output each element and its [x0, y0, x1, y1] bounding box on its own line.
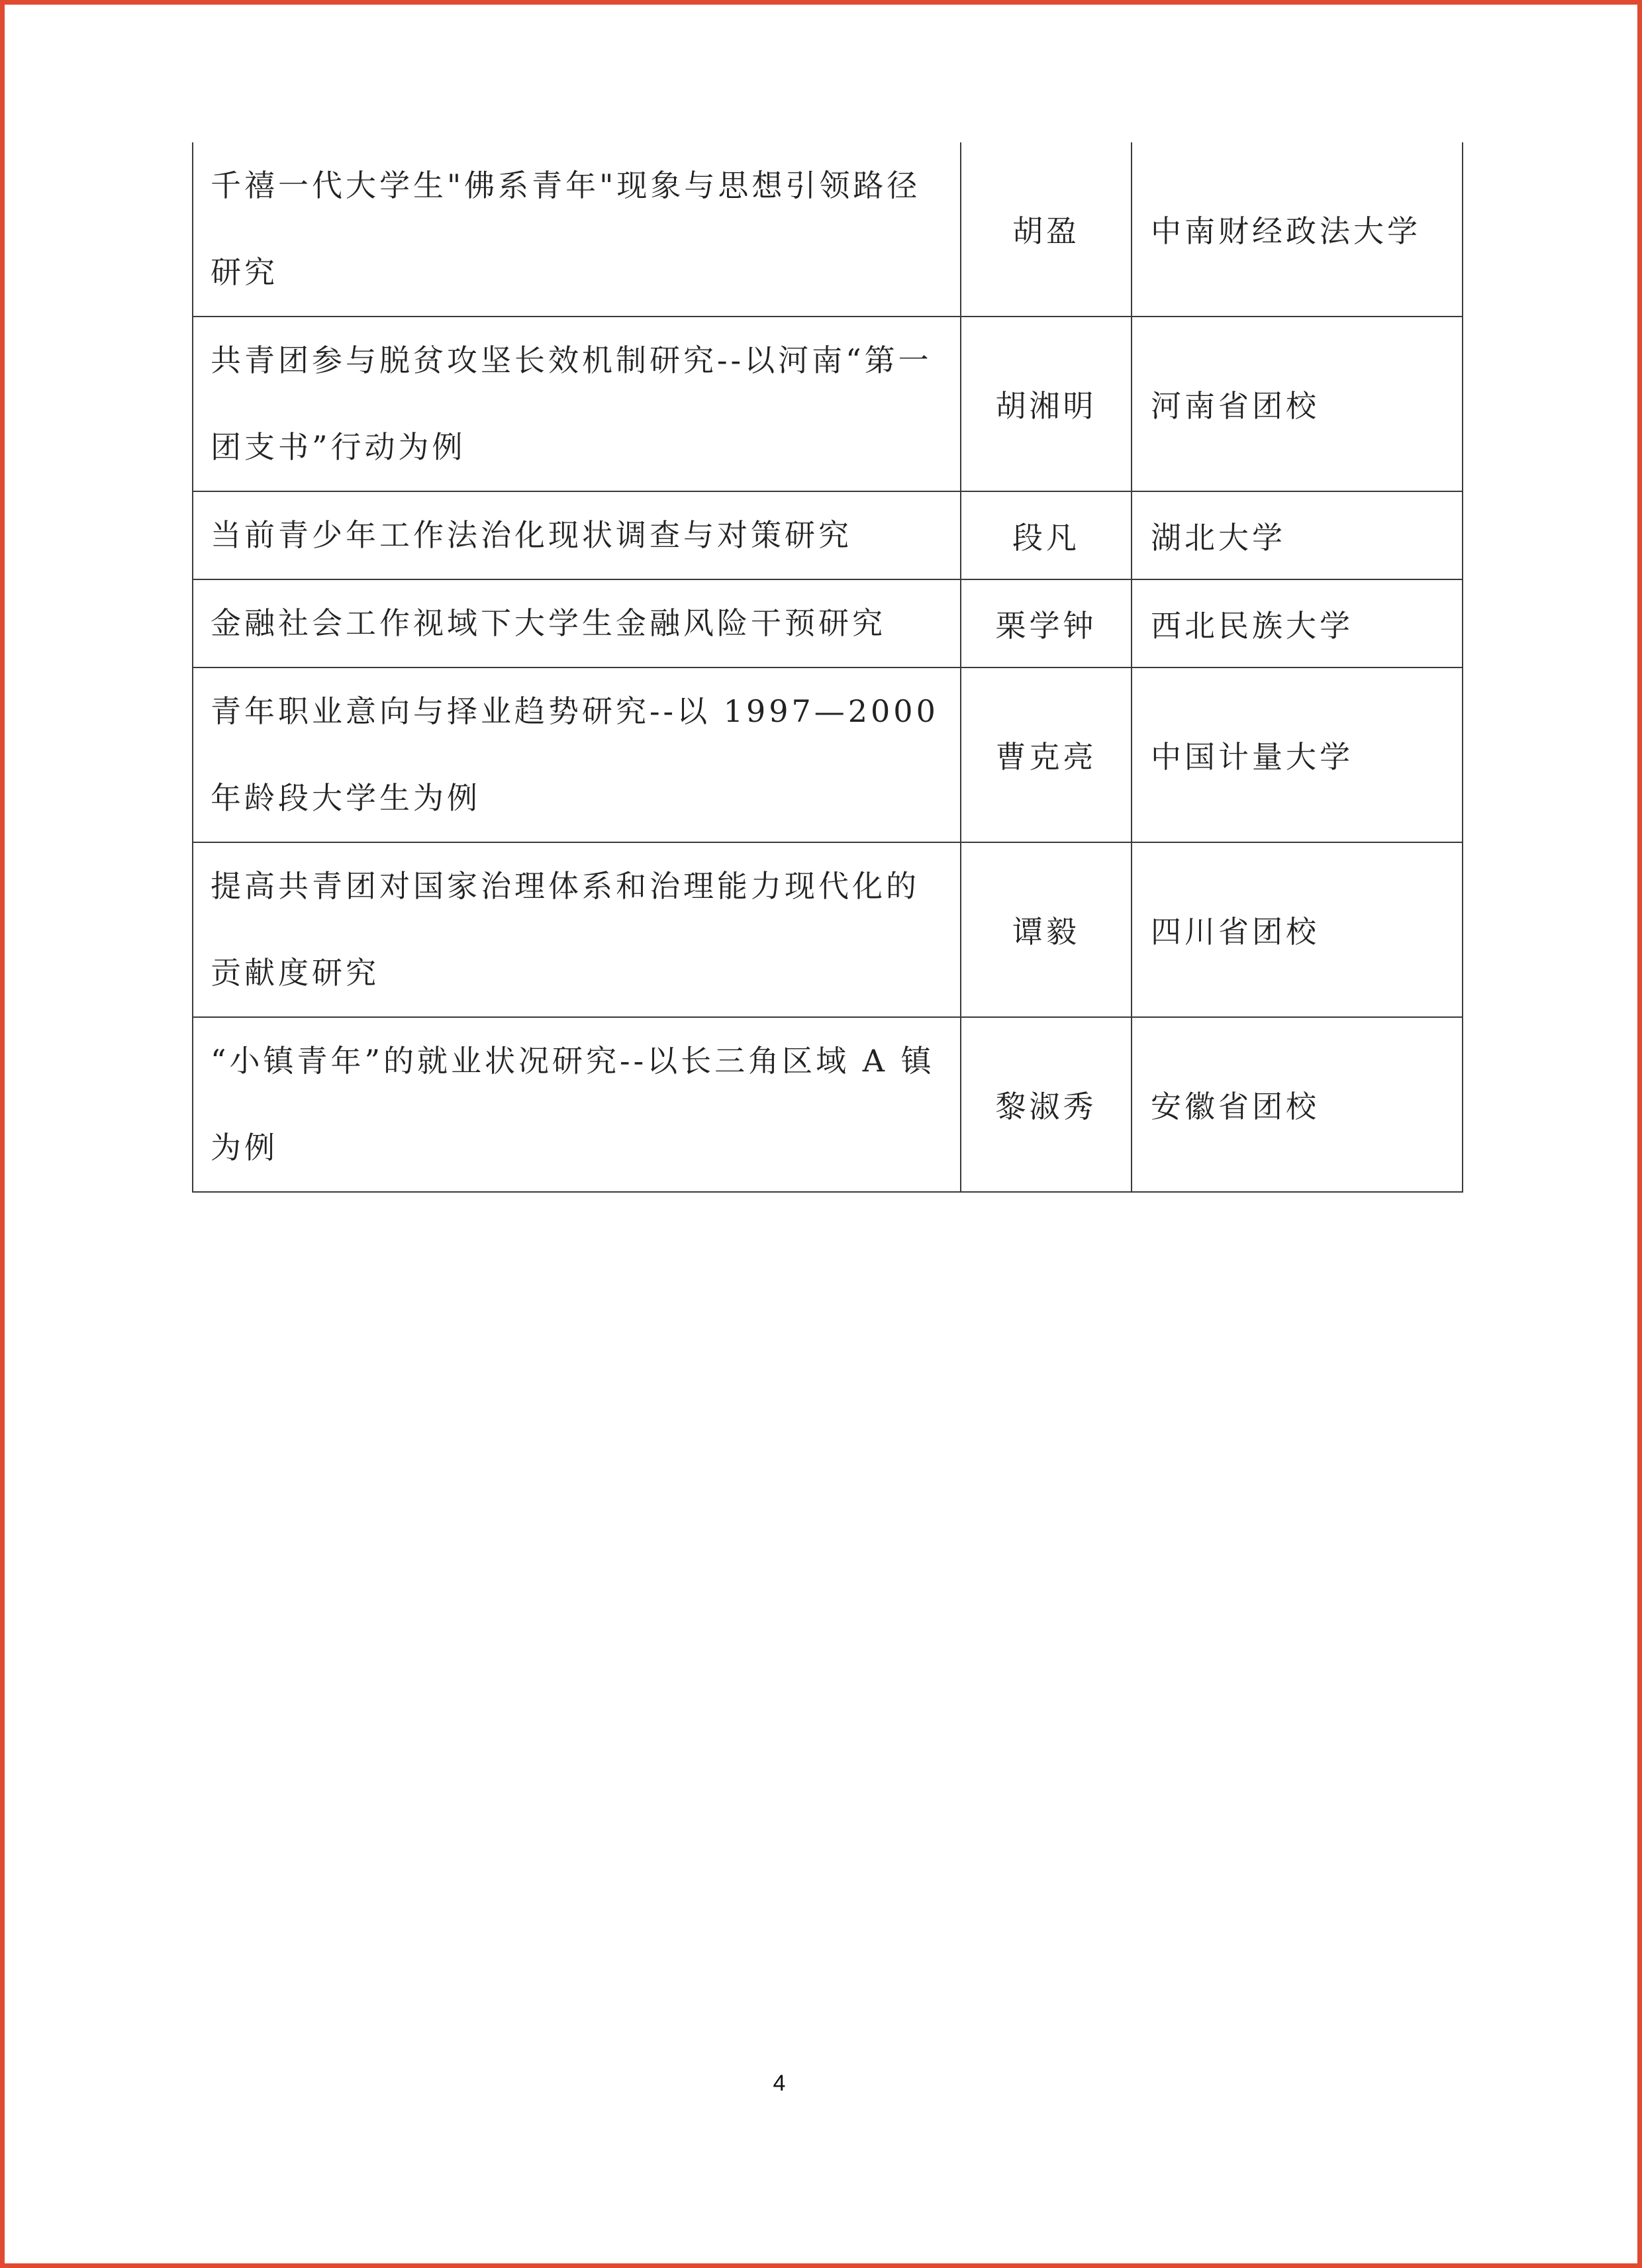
institution-cell: 四川省团校 [1132, 842, 1463, 1017]
institution-cell: 安徽省团校 [1132, 1017, 1463, 1192]
author-cell: 谭毅 [961, 842, 1132, 1017]
author-cell: 段凡 [961, 491, 1132, 579]
author-cell: 曹克亮 [961, 667, 1132, 842]
project-topic-cell: 青年职业意向与择业趋势研究--以 1997—2000 年龄段大学生为例 [193, 667, 961, 842]
project-topic-cell: 金融社会工作视域下大学生金融风险干预研究 [193, 579, 961, 667]
author-cell: 黎淑秀 [961, 1017, 1132, 1192]
author-cell: 胡盈 [961, 142, 1132, 317]
author-cell: 胡湘明 [961, 317, 1132, 491]
project-topic-cell: 共青团参与脱贫攻坚长效机制研究--以河南“第一团支书”行动为例 [193, 317, 961, 491]
institution-cell: 河南省团校 [1132, 317, 1463, 491]
project-table [192, 142, 1463, 1193]
institution-cell: 中南财经政法大学 [1132, 142, 1463, 317]
institution-cell: 西北民族大学 [1132, 579, 1463, 667]
author-cell: 栗学钟 [961, 579, 1132, 667]
table-row [193, 317, 1463, 491]
page-number: 4 [773, 2071, 786, 2096]
project-topic-cell: 千禧一代大学生"佛系青年"现象与思想引领路径研究 [193, 142, 961, 317]
table-row [193, 1017, 1463, 1192]
table-row [193, 842, 1463, 1017]
table-row [193, 491, 1463, 579]
table-row [193, 142, 1463, 317]
institution-cell: 中国计量大学 [1132, 667, 1463, 842]
table-row [193, 667, 1463, 842]
institution-cell: 湖北大学 [1132, 491, 1463, 579]
table-row [193, 579, 1463, 667]
project-topic-cell: 提高共青团对国家治理体系和治理能力现代化的贡献度研究 [193, 842, 961, 1017]
project-table-container [192, 142, 1462, 1193]
project-topic-cell: “小镇青年”的就业状况研究--以长三角区域 A 镇为例 [193, 1017, 961, 1192]
project-topic-cell: 当前青少年工作法治化现状调查与对策研究 [193, 491, 961, 579]
